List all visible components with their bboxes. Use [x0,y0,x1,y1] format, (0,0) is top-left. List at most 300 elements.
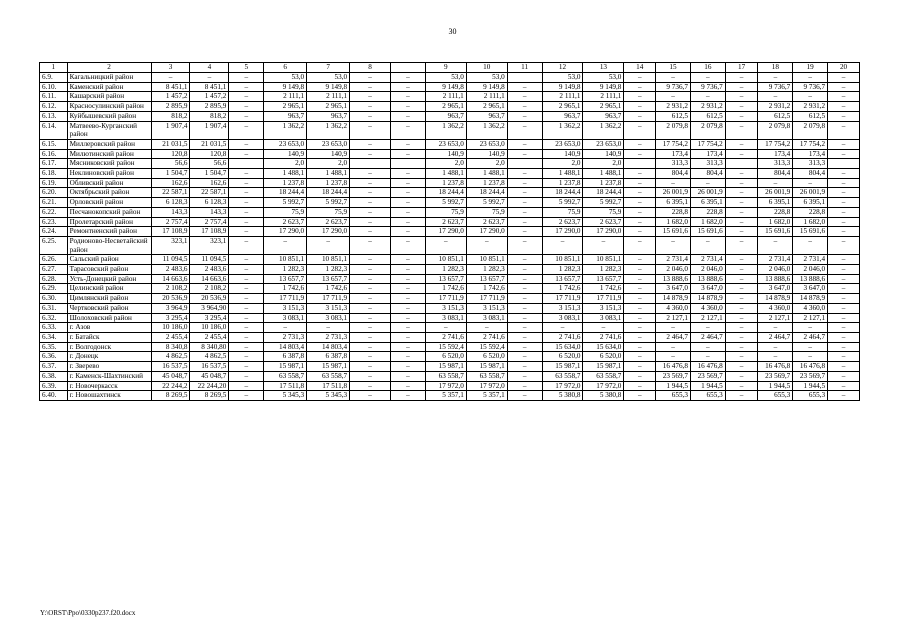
value-cell: 22 587,1 [190,188,229,198]
value-cell: 13 888,6 [793,274,828,284]
dash-cell: – [725,149,758,159]
value-cell: 1 237,8 [542,178,583,188]
value-cell: 2 455,4 [151,332,190,342]
dash-cell: – [624,284,656,294]
column-number-cell: 11 [507,63,542,73]
row-number-cell: 6.32. [40,313,68,323]
dash-cell: – [624,92,656,102]
value-cell: 804,4 [656,169,691,179]
value-cell: 173,4 [690,149,725,159]
value-cell: 75,9 [542,207,583,217]
value-cell: 18 244,4 [583,188,624,198]
dash-cell: – [229,265,264,275]
value-cell: 1 944,5 [793,381,828,391]
dash-cell: – [725,381,758,391]
dash-cell: – [624,294,656,304]
value-cell: 21 031,5 [151,139,190,149]
value-cell: 1 944,5 [758,381,793,391]
row-number-cell: 6.22. [40,207,68,217]
dash-cell: – [507,265,542,275]
value-cell: 2 965,1 [264,102,307,112]
value-cell: 1 488,1 [264,169,307,179]
row-number-cell: 6.26. [40,255,68,265]
column-number-cell: 6 [264,63,307,73]
value-cell: 6 395,1 [793,198,828,208]
value-cell: 14 878,9 [656,294,691,304]
budget-table-container [39,62,860,401]
dash-cell: – [828,217,860,227]
value-cell: 963,7 [542,111,583,121]
table-row [40,381,860,391]
value-cell: 1 237,8 [264,178,307,188]
value-cell: 14 803,4 [264,342,307,352]
value-cell: 3 083,1 [425,313,466,323]
value-cell: 22 244,2 [151,381,190,391]
value-cell: 14 878,9 [690,294,725,304]
dash-cell: – [350,207,391,217]
dash-cell [725,159,758,169]
column-number-cell: 5 [229,63,264,73]
dash-cell: – [229,92,264,102]
value-cell: 5 345,3 [264,391,307,401]
value-cell: 313,3 [690,159,725,169]
value-cell: 9 736,7 [656,82,691,92]
district-name-cell: Пролетарский район [67,217,151,227]
dash-cell: – [624,381,656,391]
dash-cell: – [350,303,391,313]
value-cell: 2 731,4 [690,255,725,265]
district-name-cell: Миллеровский район [67,139,151,149]
value-cell: 2 731,3 [264,332,307,342]
value-cell: 13 888,6 [690,274,725,284]
value-cell: 3 083,1 [307,313,350,323]
dash-cell: – [466,323,507,333]
value-cell: 2 111,1 [542,92,583,102]
dash-cell: – [725,217,758,227]
row-number-cell: 6.38. [40,371,68,381]
district-name-cell: Орловский район [67,198,151,208]
value-cell: 3 083,1 [542,313,583,323]
value-cell: 15 987,1 [307,362,350,372]
value-cell: 8 269,5 [151,391,190,401]
dash-cell: – [725,92,758,102]
dash-cell: – [190,73,229,83]
value-cell: 1 457,2 [151,92,190,102]
dash-cell: – [229,352,264,362]
table-row [40,294,860,304]
value-cell: 23 653,0 [307,139,350,149]
value-cell: 15 987,1 [264,362,307,372]
value-cell: 2 931,2 [690,102,725,112]
value-cell: 173,4 [758,149,793,159]
value-cell: 63 558,7 [583,371,624,381]
dash-cell: – [828,352,860,362]
value-cell: 15 634,0 [583,342,624,352]
value-cell: 11 094,5 [151,255,190,265]
value-cell: 15 691,6 [656,227,691,237]
district-name-cell: Песчанокопский район [67,207,151,217]
district-name-cell: г. Зверево [67,362,151,372]
dash-cell: – [229,139,264,149]
table-row [40,149,860,159]
dash-cell: – [828,102,860,112]
dash-cell: – [725,352,758,362]
dash-cell: – [624,102,656,112]
value-cell: 2 741,6 [542,332,583,342]
value-cell: 17 972,0 [583,381,624,391]
dash-cell: – [624,332,656,342]
dash-cell: – [151,73,190,83]
dash-cell: – [624,391,656,401]
value-cell: 63 558,7 [307,371,350,381]
dash-cell: – [828,323,860,333]
column-number-cell: 18 [758,63,793,73]
dash-cell: – [828,92,860,102]
value-cell: 17 290,0 [307,227,350,237]
dash-cell: – [350,255,391,265]
dash-cell: – [624,82,656,92]
dash-cell: – [656,323,691,333]
table-row [40,284,860,294]
dash-cell: – [793,323,828,333]
dash-cell: – [656,73,691,83]
dash-cell: – [828,227,860,237]
column-number-cell: 10 [466,63,507,73]
value-cell: 8 340,8 [151,342,190,352]
value-cell: 140,9 [466,149,507,159]
dash-cell: – [307,236,350,254]
value-cell: 3 295,4 [190,313,229,323]
value-cell: 63 558,7 [264,371,307,381]
row-number-cell: 6.39. [40,381,68,391]
dash-cell: – [507,391,542,401]
district-name-cell: г. Новошахтинск [67,391,151,401]
value-cell: 15 691,6 [690,227,725,237]
value-cell: 26 001,9 [690,188,725,198]
value-cell: 313,3 [758,159,793,169]
value-cell: 15 987,1 [425,362,466,372]
dash-cell: – [391,198,426,208]
value-cell: 1 362,2 [264,121,307,139]
value-cell: 228,8 [656,207,691,217]
value-cell: 818,2 [190,111,229,121]
value-cell: 3 151,3 [307,303,350,313]
dash-cell: – [624,139,656,149]
dash-cell: – [507,236,542,254]
row-number-cell: 6.13. [40,111,68,121]
table-row [40,371,860,381]
dash-cell: – [624,342,656,352]
value-cell: 5 357,1 [466,391,507,401]
dash-cell: – [391,381,426,391]
value-cell: 2,0 [542,159,583,169]
dash-cell: – [391,102,426,112]
dash-cell: – [507,323,542,333]
value-cell: 2 741,6 [466,332,507,342]
dash-cell: – [350,178,391,188]
dash-cell: – [229,255,264,265]
row-number-cell: 6.20. [40,188,68,198]
dash-cell: – [229,294,264,304]
dash-cell [391,159,426,169]
dash-cell: – [350,332,391,342]
value-cell: 1 742,6 [542,284,583,294]
value-cell: 75,9 [425,207,466,217]
value-cell: 2 757,4 [151,217,190,227]
table-row [40,255,860,265]
value-cell: 15 691,6 [793,227,828,237]
row-number-cell: 6.17. [40,159,68,169]
district-name-cell: Каменский район [67,82,151,92]
district-name-cell: Усть-Донецкий район [67,274,151,284]
value-cell: 1 682,0 [758,217,793,227]
value-cell: 162,6 [190,178,229,188]
value-cell: 2 455,4 [190,332,229,342]
dash-cell: – [758,92,793,102]
dash-cell: – [725,139,758,149]
dash-cell: – [350,381,391,391]
value-cell: 9 736,7 [690,82,725,92]
value-cell: 5 380,8 [583,391,624,401]
dash-cell: – [350,313,391,323]
value-cell: 1 362,2 [425,121,466,139]
dash-cell: – [507,381,542,391]
column-number-cell: 17 [725,63,758,73]
dash-cell: – [624,265,656,275]
table-row [40,227,860,237]
value-cell: 15 592,4 [466,342,507,352]
value-cell: 53,0 [466,73,507,83]
value-cell: 15 592,4 [425,342,466,352]
value-cell: 5 992,7 [425,198,466,208]
dash-cell: – [391,207,426,217]
value-cell: 75,9 [466,207,507,217]
value-cell: 1 742,6 [425,284,466,294]
value-cell: 63 558,7 [425,371,466,381]
dash-cell: – [391,139,426,149]
value-cell: 3 151,3 [583,303,624,313]
dash-cell: – [229,236,264,254]
dash-cell: – [229,102,264,112]
row-number-cell: 6.21. [40,198,68,208]
dash-cell: – [624,121,656,139]
value-cell: 3 647,0 [656,284,691,294]
value-cell: 2 965,1 [583,102,624,112]
value-cell: 173,4 [656,149,691,159]
value-cell: 20 536,9 [151,294,190,304]
district-name-cell: Ремонтненский район [67,227,151,237]
dash-cell: – [350,236,391,254]
value-cell: 10 851,1 [307,255,350,265]
dash-cell: – [229,217,264,227]
dash-cell: – [656,342,691,352]
dash-cell: – [229,342,264,352]
dash-cell: – [350,265,391,275]
table-row [40,82,860,92]
value-cell: 15 634,0 [542,342,583,352]
district-name-cell: Кашарский район [67,92,151,102]
value-cell: 17 754,2 [758,139,793,149]
value-cell: 13 657,7 [583,274,624,284]
dash-cell: – [725,265,758,275]
dash-cell: – [828,82,860,92]
value-cell: 2 731,4 [793,255,828,265]
district-name-cell: Милютинский район [67,149,151,159]
column-number-cell: 8 [350,63,391,73]
value-cell: 22 244,20 [190,381,229,391]
value-cell: 9 736,7 [793,82,828,92]
value-cell: 2 623,7 [307,217,350,227]
dash-cell: – [229,82,264,92]
row-number-cell: 6.27. [40,265,68,275]
dash-cell: – [725,102,758,112]
value-cell: 23 569,7 [793,371,828,381]
dash-cell: – [507,294,542,304]
value-cell: 2 464,7 [656,332,691,342]
value-cell: 9 736,7 [758,82,793,92]
value-cell: 9 149,8 [466,82,507,92]
value-cell: 173,4 [793,149,828,159]
value-cell: 3 083,1 [466,313,507,323]
dash-cell: – [507,227,542,237]
value-cell: 53,0 [307,73,350,83]
value-cell: 1 488,1 [307,169,350,179]
dash-cell: – [350,352,391,362]
value-cell: 15 691,6 [758,227,793,237]
dash-cell: – [229,73,264,83]
dash-cell: – [350,274,391,284]
row-number-cell: 6.40. [40,391,68,401]
value-cell: 140,9 [425,149,466,159]
value-cell: 323,1 [190,236,229,254]
dash-cell: – [507,102,542,112]
value-cell: 963,7 [264,111,307,121]
value-cell: 612,5 [758,111,793,121]
value-cell: 1 742,6 [466,284,507,294]
dash-cell: – [725,227,758,237]
table-row [40,73,860,83]
value-cell: 963,7 [466,111,507,121]
dash-cell: – [391,188,426,198]
dash-cell: – [725,342,758,352]
dash-cell: – [507,92,542,102]
value-cell: 3 964,9 [151,303,190,313]
value-cell: 963,7 [307,111,350,121]
dash-cell: – [758,73,793,83]
table-row [40,352,860,362]
dash-cell: – [391,342,426,352]
value-cell: 17 290,0 [583,227,624,237]
value-cell: 15 987,1 [542,362,583,372]
value-cell: 2 108,2 [190,284,229,294]
value-cell: 140,9 [307,149,350,159]
dash-cell: – [466,236,507,254]
value-cell: 45 048,7 [151,371,190,381]
dash-cell: – [828,362,860,372]
value-cell: 14 803,4 [307,342,350,352]
dash-cell: – [624,313,656,323]
table-row [40,391,860,401]
dash-cell: – [725,111,758,121]
value-cell: 804,4 [758,169,793,179]
table-row [40,121,860,139]
value-cell: 11 094,5 [190,255,229,265]
value-cell: 17 711,9 [542,294,583,304]
value-cell: 2 623,7 [425,217,466,227]
value-cell: 1 742,6 [583,284,624,294]
value-cell: 140,9 [264,149,307,159]
dash-cell: – [391,391,426,401]
dash-cell: – [828,274,860,284]
value-cell: 2 623,7 [466,217,507,227]
value-cell: 1 907,4 [151,121,190,139]
value-cell: 2 965,1 [542,102,583,112]
value-cell: 3 151,3 [466,303,507,313]
district-name-cell: Куйбышевский район [67,111,151,121]
dash-cell: – [229,227,264,237]
dash-cell: – [828,73,860,83]
value-cell: 1 282,3 [425,265,466,275]
dash-cell: – [391,178,426,188]
value-cell: 26 001,9 [793,188,828,198]
dash-cell: – [828,255,860,265]
dash-cell [229,159,264,169]
value-cell: 1 742,6 [307,284,350,294]
value-cell: 6 128,3 [190,198,229,208]
column-number-cell: 20 [828,63,860,73]
dash-cell: – [350,73,391,83]
value-cell: 13 657,7 [264,274,307,284]
value-cell: 2 623,7 [264,217,307,227]
value-cell: 2,0 [425,159,466,169]
dash-cell: – [507,188,542,198]
dash-cell: – [725,198,758,208]
value-cell: 17 711,9 [466,294,507,304]
value-cell: 10 851,1 [542,255,583,265]
value-cell: 655,3 [690,391,725,401]
value-cell: 5 992,7 [583,198,624,208]
value-cell: 75,9 [264,207,307,217]
dash-cell: – [507,217,542,227]
value-cell: 6 520,0 [583,352,624,362]
dash-cell: – [828,169,860,179]
value-cell: 17 754,2 [656,139,691,149]
value-cell: 23 569,7 [758,371,793,381]
value-cell: 2 965,1 [466,102,507,112]
district-name-cell: г. Новочеркасск [67,381,151,391]
dash-cell: – [229,188,264,198]
table-row [40,323,860,333]
value-cell: 120,8 [190,149,229,159]
value-cell: 2 757,4 [190,217,229,227]
table-row [40,188,860,198]
dash-cell: – [828,332,860,342]
dash-cell: – [350,217,391,227]
value-cell: 23 569,7 [690,371,725,381]
value-cell: 1 682,0 [793,217,828,227]
table-row [40,207,860,217]
value-cell: 9 149,8 [307,82,350,92]
dash-cell: – [725,391,758,401]
value-cell: 13 888,6 [656,274,691,284]
value-cell: 2 965,1 [425,102,466,112]
value-cell: 228,8 [793,207,828,217]
value-cell: 2,0 [466,159,507,169]
dash-cell: – [624,198,656,208]
value-cell: 963,7 [425,111,466,121]
dash-cell: – [229,178,264,188]
column-number-cell: 3 [151,63,190,73]
